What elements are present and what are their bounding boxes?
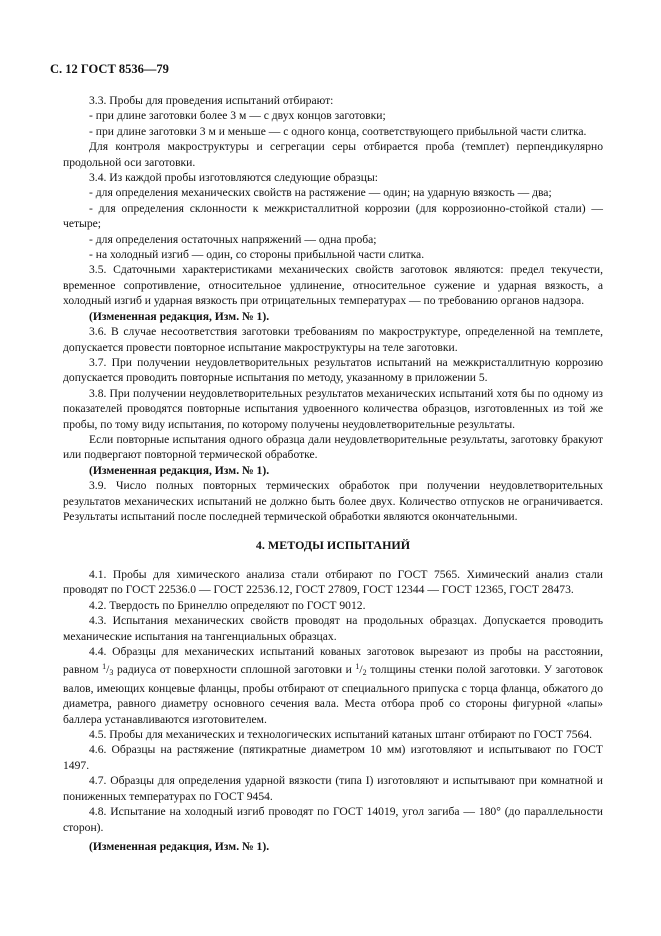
paragraph: 4.1. Пробы для химического анализа стали отбирают по ГОСТ 7565. Химический анализ стали проводят по ГОСТ 22536.0 — ГОСТ 22536.12, ГОСТ 27809, ГОСТ 12344 — ГОСТ 12365, ГОСТ 28473. [63, 568, 603, 597]
paragraph: - для определения механических свойств на растяжение — один; на ударную вязкость — два; [89, 186, 552, 200]
numerator: 1 [355, 662, 360, 672]
paragraph: - для определения склонности к межкристаллитной коррозии (для коррозионно-стойкой стали) — четыре; [63, 201, 603, 231]
section-3 [63, 93, 603, 524]
paragraph: 4.5. Пробы для механических и технологических испытаний катаных штанг отбирают по ГОСТ 7564. [89, 728, 593, 742]
paragraph-4-4 [63, 644, 603, 727]
amendment-note: (Измененная редакция, Изм. № 1). [89, 309, 270, 323]
paragraph: 3.9. Число полных повторных термических обработок при получении неудовлетворительных результатов механических испытаний не должно быть более двух. Количество отпусков не ограничивается. Результаты испытаний после последней термической обработки являются окончательными. [63, 479, 603, 523]
text: толщины стенки полой заготовки. У заготовок валов, имеющих концевые фланцы, пробы отбирают от специального припуска с торца фланца, обжатого до диаметра, равного диаметру основного сечения вала. Места отбора проб со стороны фигурной «лапы» баллера устанавливаются изготовителем. [63, 663, 603, 726]
numerator: 1 [102, 662, 107, 672]
text: радиуса от поверхности сплошной заготовки и [113, 663, 356, 677]
section-4 [63, 567, 603, 854]
paragraph: 4.7. Образцы для определения ударной вязкости (типа I) изготовляют и испытывают при комнатной и пониженных температурах по ГОСТ 9454. [63, 774, 603, 803]
section-4-title: 4. МЕТОДЫ ИСПЫТАНИЙ [255, 538, 411, 552]
paragraph: 4.6. Образцы на растяжение (пятикратные диаметром 10 мм) изготовляют и испытывают по ГОСТ 1497. [63, 743, 603, 772]
denominator: 3 [109, 668, 114, 678]
paragraph: Если повторные испытания одного образца дали неудовлетворительные результаты, заготовку бракуют или подвергают повторной термической обработке. [63, 432, 603, 462]
paragraph: Для контроля макроструктуры и сегрегации серы отбирается проба (темплет) перпендикулярно продольной оси заготовки. [63, 140, 603, 169]
paragraph: 3.4. Из каждой пробы изготовляются следующие образцы: [89, 171, 378, 185]
text: 4.4. Образцы для механических испытаний кованых заготовок вырезают из пробы на расстоянии, равном [63, 645, 603, 677]
paragraph: 3.6. В случае несоответствия заготовки требованиям по макроструктуре, определенной на темплете, допускается провести повторное испытание макроструктуры на теле заготовки. [63, 325, 603, 354]
paragraph: 3.8. При получении неудовлетворительных результатов механических испытаний хотя бы по одному из показателей проводятся повторные испытания удвоенного количества образцов, изготовленных из той же пробы, по тому виду испытания, по которому получены неудовлетворительные результаты. [63, 386, 603, 431]
denominator: 2 [362, 668, 367, 678]
paragraph: 4.8. Испытание на холодный изгиб проводят по ГОСТ 14019, угол загиба — 180° (до параллельности сторон). [63, 805, 603, 834]
paragraph: 3.7. При получении неудовлетворительных результатов испытаний на межкристаллитную коррозию допускается проводить повторные испытания по методу, указанному в приложении 5. [63, 355, 603, 385]
page-header: С. 12 ГОСТ 8536—79 [50, 62, 169, 76]
paragraph: 3.5. Сдаточными характеристиками механических свойств заготовок являются: предел текучести, временное сопротивление, относительное удлинение, относительное сужение и ударная вязкость, а холодный изгиб и ударная вязкость при отрицательных температурах — по требованию органов надзора. [63, 263, 603, 308]
amendment-note: (Измененная редакция, Изм. № 1). [89, 463, 270, 477]
paragraph: 4.3. Испытания механических свойств проводят на продольных образцах. Допускается проводить механические испытания на тангенциальных образцах. [63, 614, 603, 643]
paragraph: - при длине заготовки более 3 м — с двух концов заготовки; [89, 109, 386, 123]
amendment-note: (Измененная редакция, Изм. № 1). [89, 839, 270, 853]
paragraph: - при длине заготовки 3 м и меньше — с одного конца, соответствующего прибыльной части слитка. [89, 124, 587, 138]
paragraph: 3.3. Пробы для проведения испытаний отбирают: [89, 94, 334, 107]
paragraph: 4.2. Твердость по Бринеллю определяют по ГОСТ 9012. [89, 598, 366, 612]
fraction-one-half: $^1/_2$ [355, 662, 367, 678]
paragraph: - для определения остаточных напряжений — одна проба; [89, 232, 377, 246]
paragraph: - на холодный изгиб — один, со стороны прибыльной части слитка. [89, 248, 425, 262]
fraction-one-third: $^1/_3$ [102, 662, 114, 678]
